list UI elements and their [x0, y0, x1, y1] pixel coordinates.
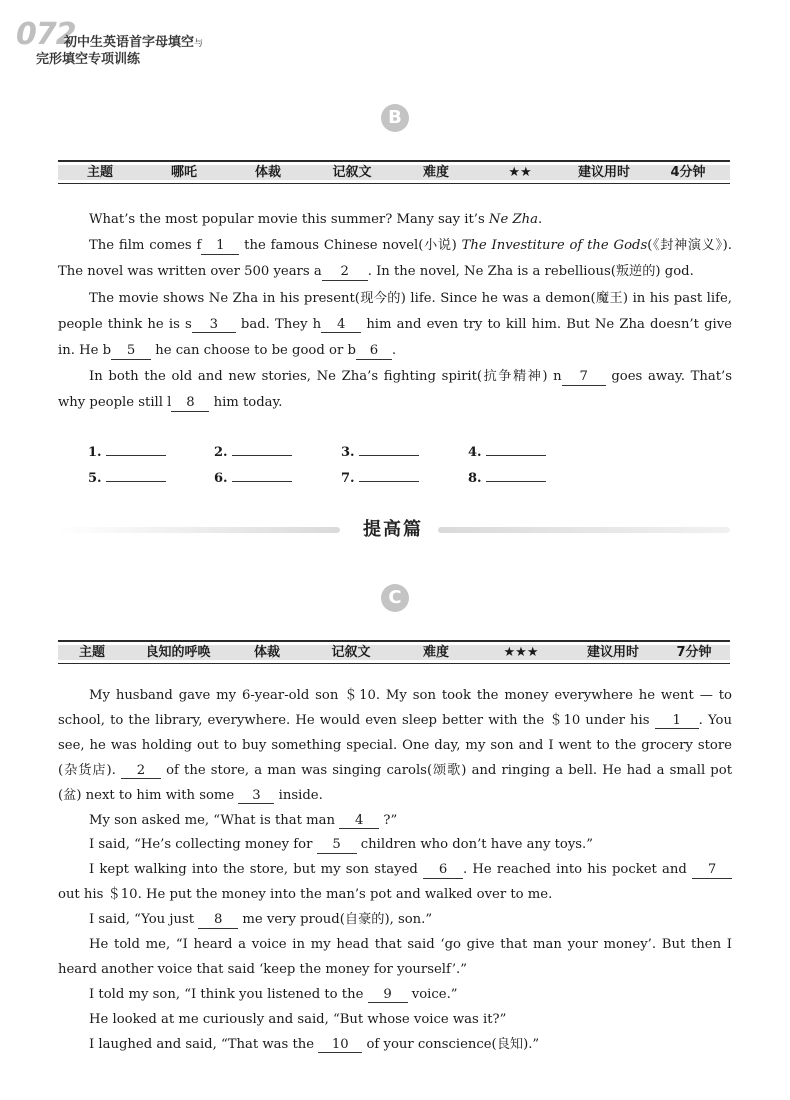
book-title-main: 初中生英语首字母填空: [64, 35, 195, 50]
book-title-line2: 完形填空专项训练: [36, 52, 141, 67]
text: I said, “He’s collecting money for: [89, 837, 317, 853]
section-divider: [58, 517, 730, 543]
info-topic-label: 主题: [78, 645, 105, 660]
text: ?”: [379, 812, 398, 828]
info-genre-value: 记叙文: [331, 645, 371, 660]
answer-line-6[interactable]: [214, 469, 292, 486]
passage-paragraph: [58, 684, 732, 809]
answer-line-4[interactable]: [468, 443, 546, 460]
answer-blank[interactable]: [486, 443, 546, 456]
text: bad. They h: [235, 316, 322, 332]
info-genre-label: 体裁: [253, 645, 280, 660]
passage-paragraph: [58, 833, 732, 858]
text: I laughed and said, “That was the: [89, 1036, 319, 1052]
blank-4[interactable]: 4: [321, 318, 361, 334]
answer-blank[interactable]: [106, 469, 166, 482]
novel-title: The Investiture of the Gods: [461, 238, 648, 254]
text: children who don’t have any toys.”: [356, 837, 593, 853]
info-difficulty-stars: ★★: [508, 165, 532, 180]
answer-number: 3.: [341, 445, 355, 460]
section-b-info-bar: [58, 160, 730, 184]
text: In both the old and new stories, Ne Zha’s fighting spirit(抗争精神) n: [89, 369, 562, 385]
info-genre-label: 体裁: [254, 165, 281, 180]
answer-line-8[interactable]: [468, 469, 546, 486]
blank-5[interactable]: 5: [111, 344, 151, 360]
text: .: [391, 343, 397, 359]
blank-2[interactable]: 2: [322, 265, 368, 281]
answer-blank[interactable]: [106, 443, 166, 456]
info-genre-value: 记叙文: [332, 165, 372, 180]
blank-5[interactable]: 5: [317, 838, 357, 854]
blank-7[interactable]: 7: [562, 370, 606, 386]
text: . He reached into his pocket and: [463, 862, 693, 878]
text: My husband gave my 6-year-old son ＄10. My son took the money everywhere he went — to school, to the library, everywhere. He would even sleep better with the ＄10 under his: [58, 688, 732, 728]
passage-paragraph: [58, 858, 732, 908]
section-c-passage: [58, 684, 732, 1058]
info-topic-value: 良知的呼唤: [145, 645, 211, 660]
answer-blank[interactable]: [359, 469, 419, 482]
blank-1[interactable]: 1: [655, 714, 699, 730]
answer-number: 5.: [88, 471, 102, 486]
info-difficulty-stars: ★★★: [503, 645, 539, 660]
divider-title: 提高篇: [363, 519, 423, 540]
passage-paragraph: [58, 1033, 732, 1058]
passage-paragraph: [58, 908, 732, 933]
text: he can choose to be good or b: [151, 343, 356, 359]
answer-number: 1.: [88, 445, 102, 460]
section-b-passage: [58, 207, 732, 417]
answer-blank[interactable]: [359, 443, 419, 456]
info-difficulty-label: 难度: [422, 645, 449, 660]
answer-blank[interactable]: [232, 443, 292, 456]
answer-number: 8.: [468, 471, 482, 486]
blank-1[interactable]: 1: [201, 239, 239, 255]
text: What’s the most popular movie this summer? Many say it’s: [89, 212, 489, 227]
text: of your conscience(良知).”: [362, 1036, 540, 1052]
blank-6[interactable]: 6: [423, 863, 463, 879]
passage-paragraph: [58, 809, 732, 834]
answer-number: 6.: [214, 471, 228, 486]
divider-bar-right: [438, 527, 730, 533]
passage-paragraph: [58, 286, 732, 365]
info-time-value: 7分钟: [676, 645, 712, 660]
text: . You see, he was holding out to buy something special. One day, my son and I went to the grocery store (杂货店).: [58, 712, 732, 778]
text: .: [537, 212, 543, 227]
answer-number: 2.: [214, 445, 228, 460]
info-time-label: 建议用时: [577, 165, 630, 180]
blank-8[interactable]: 8: [171, 396, 209, 412]
blank-8[interactable]: 8: [198, 913, 238, 929]
text: of the store, a man was singing carols(颂歌) and ringing a bell. He had a small pot (盆) next to him with some: [58, 762, 732, 803]
text: goes away. That’s why people still l: [58, 369, 732, 411]
blank-2[interactable]: 2: [121, 764, 161, 780]
answer-line-3[interactable]: [341, 443, 419, 460]
divider-bar-left: [58, 527, 340, 533]
passage-paragraph: He looked at me curiously and said, “But whose voice was it?”: [89, 1011, 507, 1027]
text: inside.: [274, 787, 323, 803]
text: the famous Chinese novel(小说): [239, 238, 462, 254]
text: My son asked me, “What is that man: [89, 812, 340, 828]
section-c-info-bar: [58, 640, 730, 664]
text: voice.”: [407, 986, 458, 1002]
text: The film comes f: [89, 238, 202, 254]
text: The movie shows Ne Zha in his present(现今的) life. Since he was a demon(魔王) in his past life, people think he is s: [58, 290, 732, 332]
info-time-label: 建议用时: [586, 645, 639, 660]
info-topic-value: 哪吒: [170, 165, 197, 180]
passage-paragraph: He told me, “I heard a voice in my head that said ‘go give that man your money’. But then I heard another voice that said ‘keep the money for yourself’.”: [58, 937, 732, 977]
section-c-badge: C: [381, 584, 409, 612]
blank-6[interactable]: 6: [356, 344, 392, 360]
blank-3[interactable]: 3: [238, 789, 274, 805]
blank-10[interactable]: 10: [318, 1038, 362, 1054]
text: I said, “You just: [89, 912, 199, 928]
passage-paragraph: [58, 983, 732, 1008]
answer-number: 7.: [341, 471, 355, 486]
text: (《封神演义》). The novel was written over 500 years a: [58, 238, 732, 280]
answer-number: 4.: [468, 445, 482, 460]
info-topic-label: 主题: [86, 165, 113, 180]
info-time-value: 4分钟: [670, 165, 706, 180]
answer-line-1[interactable]: [88, 443, 166, 460]
answer-line-2[interactable]: [214, 443, 292, 460]
page-number: 072: [16, 17, 76, 52]
info-difficulty-label: 难度: [422, 165, 449, 180]
answer-line-7[interactable]: [341, 469, 419, 486]
passage-paragraph: [58, 207, 732, 233]
blank-4[interactable]: 4: [339, 814, 379, 830]
answer-line-5[interactable]: [88, 469, 166, 486]
book-title-and: 与: [194, 39, 204, 49]
blank-7[interactable]: 7: [692, 863, 732, 879]
passage-paragraph: [58, 233, 732, 285]
text: him and even try to kill him. But Ne Zha doesn’t give in. He b: [58, 316, 732, 359]
answer-blank[interactable]: [486, 469, 546, 482]
answer-blank[interactable]: [232, 469, 292, 482]
passage-paragraph: [58, 364, 732, 416]
text: I kept walking into the store, but my son stayed: [89, 862, 424, 878]
text: me very proud(自豪的), son.”: [238, 912, 433, 928]
text: him today.: [209, 395, 283, 411]
movie-title: Ne Zha: [488, 212, 538, 227]
text: out his ＄10. He put the money into the man’s pot and walked over to me.: [58, 887, 553, 903]
text: I told my son, “I think you listened to the: [89, 986, 368, 1002]
text: . In the novel, Ne Zha is a rebellious(叛逆的) god.: [367, 264, 694, 280]
blank-3[interactable]: 3: [192, 318, 236, 334]
section-b-badge: B: [381, 104, 409, 132]
blank-9[interactable]: 9: [368, 988, 408, 1004]
